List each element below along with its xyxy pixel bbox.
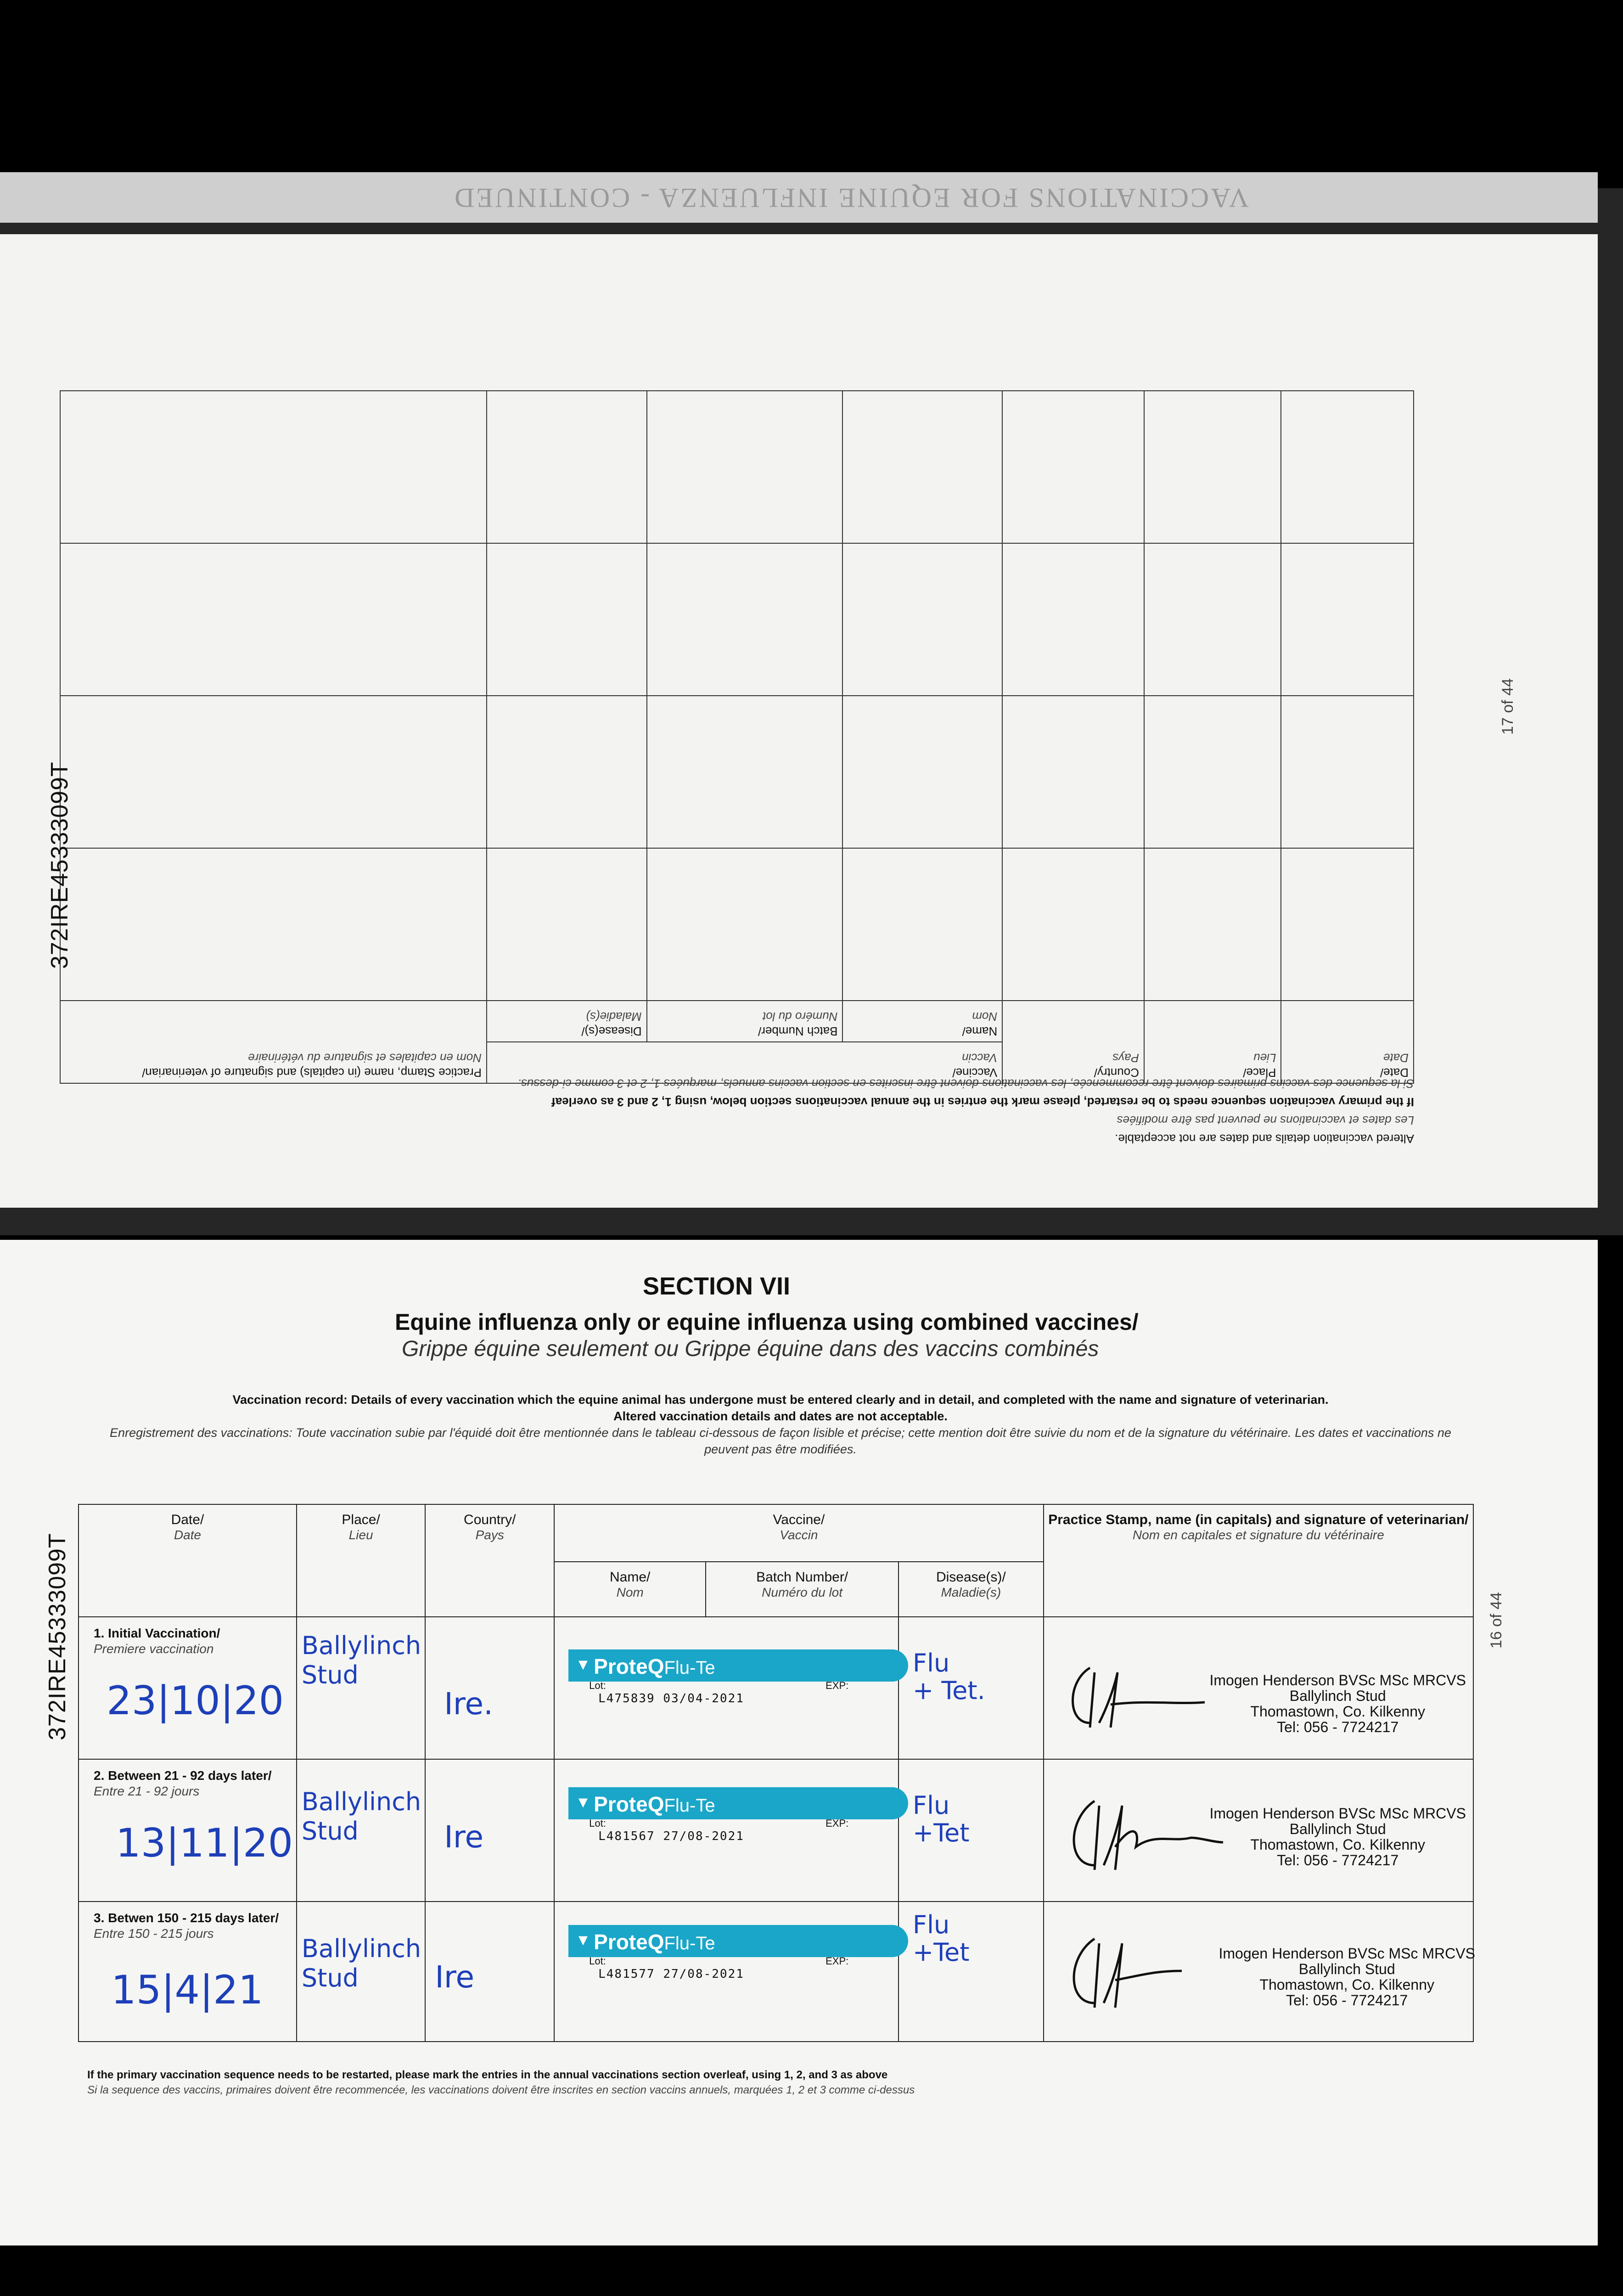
vaccine-label-band bbox=[568, 1787, 908, 1819]
row-1-stamp-line-1: Imogen Henderson BVSc MSc MRCVS bbox=[1209, 1672, 1466, 1688]
header-stamp bbox=[1044, 1504, 1473, 1617]
top-document-id: 372IRE45333099T bbox=[46, 761, 73, 969]
row-2-date-cell bbox=[79, 1759, 297, 1902]
record-text-fr: Enregistrement des vaccinations: Toute vaccination subie par l'équidé doit être mentionnée dans le tableau ci-dessous de façon lisible et précise; cette mention doit être suivie du nom et de la signature du vétérinaire. Les dates et vaccinations ne peuvent pas être modifiées. bbox=[110, 1426, 1451, 1456]
row-3-country-cell bbox=[425, 1902, 554, 2042]
footer-note-en: If the primary vaccination sequence needs to be restarted, please mark the entries in the annual vaccinations section overleaf, using 1, 2, and 3 as above bbox=[87, 2069, 888, 2081]
row-2-disease-line-1: Flu bbox=[912, 1791, 950, 1820]
header-date bbox=[79, 1504, 297, 1617]
section-title: SECTION VII bbox=[643, 1272, 791, 1300]
row-2-country: Ire bbox=[444, 1819, 484, 1855]
row-1-stamp-cell bbox=[1044, 1617, 1473, 1759]
row-3-stamp-line-3: Thomastown, Co. Kilkenny bbox=[1259, 1976, 1434, 1993]
header-batch-fr: Numéro du lot bbox=[762, 1585, 843, 1599]
bottom-document-id: 372IRE45333099T bbox=[44, 1533, 71, 1740]
header-name-fr: Nom bbox=[616, 1585, 644, 1599]
row-1-stamp-line-2: Ballylinch Stud bbox=[1289, 1688, 1386, 1704]
top-header-country-en: Country/ bbox=[1094, 1066, 1139, 1080]
header-vaccine-en: Vaccine/ bbox=[773, 1512, 825, 1527]
bottom-page-number: 16 of 44 bbox=[1488, 1592, 1505, 1649]
top-header-name bbox=[842, 1001, 1002, 1042]
top-header-batch bbox=[647, 1001, 843, 1042]
row-2-disease-cell bbox=[899, 1759, 1044, 1902]
top-header-disease-en: Disease(s)/ bbox=[581, 1024, 642, 1038]
row-3-stamp-line-4: Tel: 056 - 7724217 bbox=[1286, 1992, 1408, 2009]
row-3-date-cell bbox=[79, 1902, 297, 2042]
record-text-en-1: Vaccination record: Details of every vaccination which the equine animal has undergone must be entered clearly and in detail, and completed with the name and signature of veterinarian. bbox=[232, 1393, 1329, 1407]
row-1-label-en: 1. Initial Vaccination/ bbox=[94, 1626, 220, 1640]
header-country bbox=[425, 1504, 554, 1617]
top-note-4: Si la sequence des vaccins primaires doivent être recommencée, les vaccinations doivent être inscrites en section vaccins annuels, marquées 1, 2 et 3 comme ci-dessus. bbox=[517, 1077, 1414, 1091]
row-1-vaccine-label bbox=[568, 1649, 908, 1714]
row-3-disease-cell bbox=[899, 1902, 1044, 2042]
row-2-country-cell bbox=[425, 1759, 554, 1902]
row-3-stamp-line-2: Ballylinch Stud bbox=[1298, 1961, 1395, 1977]
row-3-stamp-line-1: Imogen Henderson BVSc MSc MRCVS bbox=[1219, 1945, 1475, 1962]
row-2-place-line-2: Stud bbox=[301, 1817, 359, 1846]
header-stamp-en: Practice Stamp, name (in capitals) and signature of veterinarian/ bbox=[1048, 1512, 1469, 1527]
row-3-label-fr: Entre 150 - 215 jours bbox=[94, 1926, 214, 1941]
row-3-country: Ire bbox=[435, 1959, 475, 1995]
top-header-name-en: Name/ bbox=[962, 1024, 998, 1038]
drop-icon: ▼ bbox=[575, 1794, 591, 1811]
drop-icon: ▼ bbox=[575, 1656, 591, 1673]
row-2-place-cell bbox=[297, 1759, 426, 1902]
row-1-disease bbox=[913, 1649, 985, 1705]
row-1-disease-line-1: Flu bbox=[912, 1649, 950, 1677]
header-disease bbox=[899, 1562, 1044, 1617]
row-1-stamp-line-4: Tel: 056 - 7724217 bbox=[1277, 1719, 1399, 1735]
row-2-vaccine-suffix: Flu-Te bbox=[664, 1795, 715, 1816]
row-3-vaccine-brand: ProteQ bbox=[594, 1930, 664, 1954]
header-date-en: Date/ bbox=[171, 1512, 204, 1527]
row-2-label-en: 2. Between 21 - 92 days later/ bbox=[94, 1768, 272, 1783]
header-name bbox=[554, 1562, 706, 1617]
row-1-place-line-1: Ballylinch bbox=[301, 1631, 421, 1660]
vaccination-record-instructions bbox=[90, 1391, 1471, 1458]
vaccination-table bbox=[78, 1504, 1474, 2042]
subtitle-fr: Grippe équine seulement ou Grippe équine dans des vaccins combinés bbox=[402, 1337, 1099, 1361]
top-header-place bbox=[1144, 1001, 1281, 1083]
row-2-lot: L481567 27/08-2021 bbox=[598, 1829, 744, 1843]
top-page bbox=[0, 183, 1598, 1208]
row-2-lot-label: Lot: bbox=[589, 1818, 606, 1829]
top-page-number: 17 of 44 bbox=[1499, 678, 1516, 735]
row-1-disease-line-2: + Tet. bbox=[912, 1676, 985, 1705]
header-disease-fr: Maladie(s) bbox=[941, 1585, 1001, 1599]
row-2-stamp-cell bbox=[1044, 1759, 1473, 1902]
vaccine-brand bbox=[594, 1792, 715, 1817]
row-1-place bbox=[302, 1631, 421, 1690]
header-country-fr: Pays bbox=[475, 1528, 504, 1542]
top-header-vaccine-fr: Vaccin bbox=[962, 1051, 998, 1065]
row-3-disease-line-2: +Tet bbox=[912, 1938, 970, 1967]
top-header-place-fr: Lieu bbox=[1253, 1051, 1276, 1065]
table-row bbox=[79, 1759, 1473, 1902]
row-2-stamp-line-1: Imogen Henderson BVSc MSc MRCVS bbox=[1209, 1805, 1466, 1822]
top-header-stamp-en: Practice Stamp, name (in capitals) and signature of veterinarian/ bbox=[142, 1066, 482, 1080]
top-header-country-fr: Pays bbox=[1112, 1051, 1139, 1065]
record-text-en-2: Altered vaccination details and dates are not acceptable. bbox=[613, 1409, 948, 1423]
top-page-spread bbox=[0, 183, 1623, 1235]
row-3-place-line-2: Stud bbox=[301, 1964, 359, 1992]
drop-icon: ▼ bbox=[575, 1931, 591, 1949]
top-header-date-fr: Date bbox=[1383, 1051, 1409, 1065]
header-vaccine bbox=[554, 1504, 1044, 1562]
top-header-disease-fr: Maladie(s) bbox=[586, 1010, 642, 1024]
header-batch-en: Batch Number/ bbox=[756, 1570, 848, 1585]
row-3-date: 15|4|21 bbox=[111, 1967, 264, 2013]
signature-image bbox=[1062, 1654, 1209, 1737]
header-name-en: Name/ bbox=[610, 1570, 651, 1585]
row-3-stamp bbox=[1219, 1946, 1476, 2008]
top-section-band bbox=[0, 172, 1598, 223]
top-header-date-en: Date/ bbox=[1380, 1066, 1409, 1080]
top-table-row bbox=[60, 543, 1414, 696]
header-place-en: Place/ bbox=[342, 1512, 380, 1527]
footer-note-fr: Si la sequence des vaccins, primaires doivent être recommencée, les vaccinations doivent être inscrites en section vaccins annuels, marquées 1, 2 et 3 comme ci-dessus bbox=[87, 2084, 915, 2096]
signature-image bbox=[1062, 1787, 1228, 1879]
header-stamp-fr: Nom en capitales et signature du vétérinaire bbox=[1132, 1528, 1384, 1542]
row-1-place-line-2: Stud bbox=[301, 1660, 359, 1689]
top-note-3: If the primary vaccination sequence needs to be restarted, please mark the entries in the annual vaccinations section below, using 1, 2 and 3 as overleaf bbox=[551, 1095, 1414, 1109]
row-3-place-line-1: Ballylinch bbox=[301, 1934, 421, 1963]
row-2-vaccine-label bbox=[568, 1787, 908, 1851]
top-note-2: Les dates et vaccinations ne peuvent pas être modifiées bbox=[1117, 1114, 1414, 1127]
header-vaccine-fr: Vaccin bbox=[780, 1528, 818, 1542]
row-3-exp-label: EXP: bbox=[826, 1955, 849, 1967]
row-2-stamp-line-2: Ballylinch Stud bbox=[1289, 1821, 1386, 1837]
top-header-vaccine-en: Vaccine/ bbox=[952, 1066, 998, 1080]
row-1-place-cell bbox=[297, 1617, 426, 1759]
vaccine-brand bbox=[594, 1654, 715, 1679]
row-2-date: 13|11|20 bbox=[116, 1820, 293, 1866]
row-2-place-line-1: Ballylinch bbox=[301, 1787, 421, 1816]
top-header-date bbox=[1281, 1001, 1414, 1083]
row-1-stamp bbox=[1209, 1672, 1466, 1735]
row-2-vaccine-cell bbox=[554, 1759, 899, 1902]
row-1-stamp-line-3: Thomastown, Co. Kilkenny bbox=[1250, 1703, 1425, 1720]
row-1-lot-label: Lot: bbox=[589, 1680, 606, 1691]
row-1-vaccine-cell bbox=[554, 1617, 899, 1759]
header-place bbox=[297, 1504, 426, 1617]
top-header-vaccine bbox=[487, 1042, 1002, 1083]
top-header-place-en: Place/ bbox=[1243, 1066, 1276, 1080]
header-disease-en: Disease(s)/ bbox=[936, 1570, 1006, 1585]
row-3-place-cell bbox=[297, 1902, 426, 2042]
row-3-disease bbox=[913, 1911, 969, 1966]
row-3-label-en: 3. Betwen 150 - 215 days later/ bbox=[94, 1911, 279, 1925]
top-note-1: Altered vaccination details and dates are not acceptable. bbox=[1115, 1132, 1414, 1146]
table-row bbox=[79, 1617, 1473, 1759]
row-1-country-cell bbox=[425, 1617, 554, 1759]
row-3-place bbox=[302, 1934, 421, 1993]
subtitle-en: Equine influenza only or equine influenza using combined vaccines/ bbox=[395, 1309, 1139, 1335]
bottom-page bbox=[0, 1240, 1598, 2245]
top-header-stamp bbox=[60, 1001, 487, 1083]
row-1-lot: L475839 03/04-2021 bbox=[598, 1692, 744, 1705]
header-batch bbox=[706, 1562, 899, 1617]
top-header-batch-fr: Numéro du lot bbox=[763, 1010, 838, 1024]
row-1-vaccine-suffix: Flu-Te bbox=[664, 1658, 715, 1678]
row-3-lot: L481577 27/08-2021 bbox=[598, 1967, 744, 1981]
vaccine-label-band bbox=[568, 1925, 908, 1957]
table-row bbox=[79, 1902, 1473, 2042]
row-3-vaccine-label bbox=[568, 1925, 908, 1989]
row-2-exp-label: EXP: bbox=[826, 1818, 849, 1829]
row-2-stamp-line-3: Thomastown, Co. Kilkenny bbox=[1250, 1836, 1425, 1853]
vaccine-brand bbox=[594, 1930, 715, 1954]
top-header-batch-en: Batch Number/ bbox=[758, 1024, 838, 1038]
top-vaccination-table bbox=[60, 390, 1414, 1084]
row-1-label-fr: Premiere vaccination bbox=[94, 1642, 214, 1656]
top-notes bbox=[83, 1075, 1414, 1148]
row-1-date-cell bbox=[79, 1617, 297, 1759]
top-header-disease bbox=[487, 1001, 647, 1042]
vaccine-label-band bbox=[568, 1649, 908, 1682]
row-3-vaccine-cell bbox=[554, 1902, 899, 2042]
row-1-date: 23|10|20 bbox=[107, 1678, 284, 1724]
row-2-disease bbox=[913, 1792, 969, 1847]
row-2-stamp-line-4: Tel: 056 - 7724217 bbox=[1277, 1852, 1399, 1868]
top-header-country bbox=[1002, 1001, 1144, 1083]
row-1-disease-cell bbox=[899, 1617, 1044, 1759]
row-2-place bbox=[302, 1787, 421, 1846]
row-3-stamp-cell bbox=[1044, 1902, 1473, 2042]
top-header-stamp-fr: Nom en capitales et signature du vétérinaire bbox=[248, 1051, 482, 1065]
header-place-fr: Lieu bbox=[348, 1528, 373, 1542]
row-2-vaccine-brand: ProteQ bbox=[594, 1792, 664, 1816]
row-1-vaccine-brand: ProteQ bbox=[594, 1654, 664, 1678]
top-table-row bbox=[60, 848, 1414, 1001]
top-table-row bbox=[60, 391, 1414, 543]
top-header-name-fr: Nom bbox=[972, 1010, 998, 1024]
row-3-disease-line-1: Flu bbox=[912, 1910, 950, 1939]
top-section-band-text: VACCINATIONS FOR EQUINE INFLUENZA - CONTINUED bbox=[453, 183, 1249, 213]
signature-image bbox=[1062, 1925, 1219, 2017]
row-1-country: Ire. bbox=[444, 1686, 494, 1722]
header-date-fr: Date bbox=[174, 1528, 202, 1542]
row-1-exp-label: EXP: bbox=[826, 1680, 849, 1691]
top-page-rotated-content bbox=[0, 183, 1598, 1208]
row-2-disease-line-2: +Tet bbox=[912, 1818, 970, 1847]
row-2-label-fr: Entre 21 - 92 jours bbox=[94, 1784, 200, 1798]
top-table-row bbox=[60, 696, 1414, 848]
row-3-lot-label: Lot: bbox=[589, 1955, 606, 1967]
header-country-en: Country/ bbox=[464, 1512, 516, 1527]
row-2-stamp bbox=[1209, 1806, 1466, 1868]
row-3-vaccine-suffix: Flu-Te bbox=[664, 1933, 715, 1953]
